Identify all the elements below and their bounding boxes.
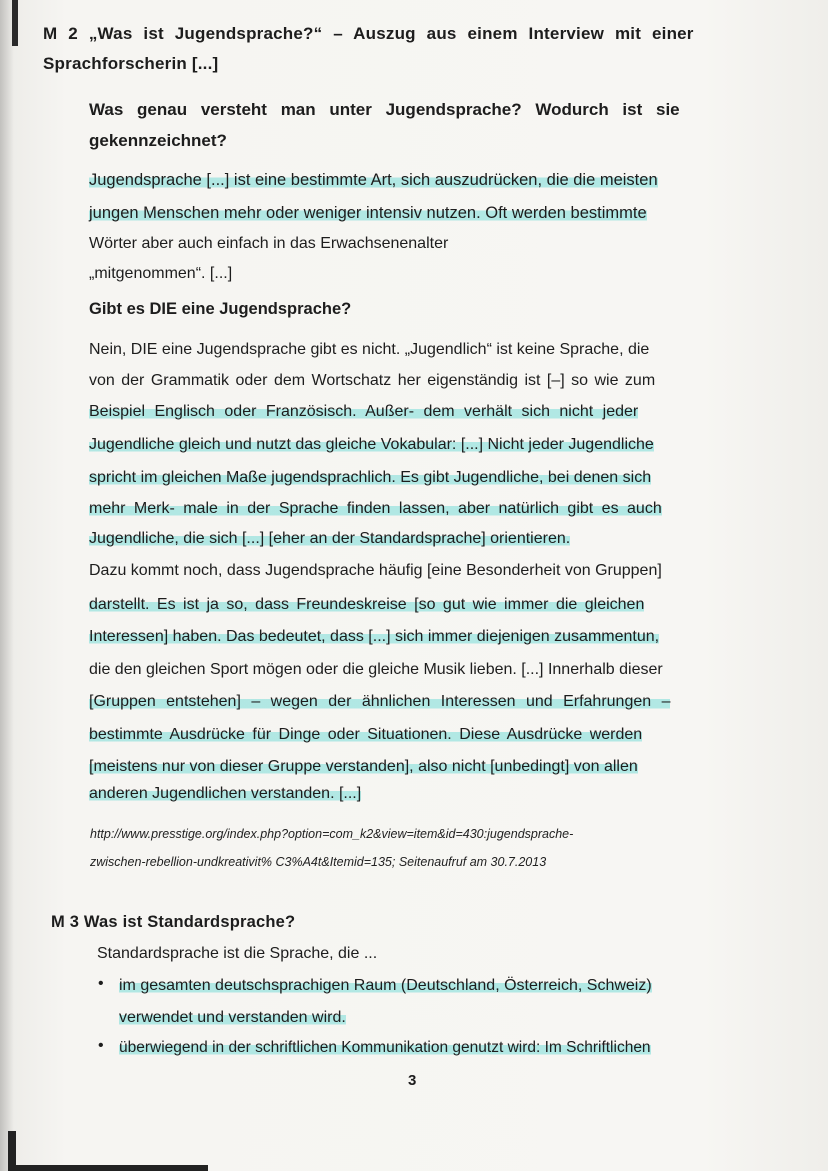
- answer-1-line: „mitgenommen“. [...]: [89, 265, 233, 282]
- question-1-line1: Was genau versteht man unter Jugendsprache? Wodurch ist sie: [89, 100, 680, 119]
- source-url-line2: zwischen-rebellion-undkreativit% C3%A4t&Itemid=135; Seitenaufruf am 30.7.2013: [90, 855, 547, 869]
- question-1-line2: gekennzeichnet?: [89, 131, 227, 150]
- m3-intro: Standardsprache ist die Sprache, die ...: [97, 945, 378, 962]
- bullet-marker: •: [98, 975, 104, 992]
- m2-heading-line2: Sprachforscherin [...]: [43, 54, 219, 73]
- answer-2-line: Beispiel Englisch oder Französisch. Außer- dem verhält sich nicht jeder: [89, 403, 639, 420]
- answer-1-line: Jugendsprache [...] ist eine bestimmte Art, sich auszudrücken, die die meisten: [89, 171, 658, 189]
- bullet-marker: •: [98, 1037, 104, 1054]
- answer-1-line: Wörter aber auch einfach in das Erwachsenenalter: [89, 235, 449, 252]
- answer-1-line: jungen Menschen mehr oder weniger intensiv nutzen. Oft werden bestimmte: [89, 204, 647, 222]
- page-number: 3: [408, 1072, 417, 1089]
- answer-2-line: spricht im gleichen Maße jugendsprachlich. Es gibt Jugendliche, bei denen sich: [89, 469, 652, 486]
- answer-2-line: Jugendliche, die sich [...] [eher an der Standardsprache] orientieren.: [89, 530, 571, 547]
- answer-2-line: von der Grammatik oder dem Wortschatz her eigenständig ist [–] so wie zum: [89, 372, 656, 389]
- answer-2-line: Nein, DIE eine Jugendsprache gibt es nicht. „Jugendlich“ ist keine Sprache, die: [89, 341, 650, 358]
- answer-2-line: [Gruppen entstehen] – wegen der ähnlichen Interessen und Erfahrungen –: [89, 693, 671, 710]
- m3-bullet-1-line1: im gesamten deutschsprachigen Raum (Deutschland, Österreich, Schweiz): [119, 977, 652, 994]
- source-url-line1: http://www.presstige.org/index.php?option=com_k2&view=item&id=430:jugendsprache-: [90, 827, 574, 841]
- answer-2-line: die den gleichen Sport mögen oder die gleiche Musik lieben. [...] Innerhalb dieser: [89, 661, 663, 678]
- answer-2-line: bestimmte Ausdrücke für Dinge oder Situationen. Diese Ausdrücke werden: [89, 726, 643, 743]
- answer-2-line: Interessen] haben. Das bedeutet, dass [...] sich immer diejenigen zusammentun,: [89, 628, 660, 645]
- page-corner-mark-horizontal: [8, 1165, 208, 1171]
- m3-bullet-1-line2: verwendet und verstanden wird.: [119, 1009, 346, 1026]
- m3-bullet-2-line1: überwiegend in der schriftlichen Kommunikation genutzt wird: Im Schriftlichen: [119, 1039, 651, 1056]
- question-2: Gibt es DIE eine Jugendsprache?: [89, 300, 352, 318]
- answer-2-line: [meistens nur von dieser Gruppe verstanden], also nicht [unbedingt] von allen: [89, 758, 638, 775]
- page-margin-mark: [12, 0, 18, 46]
- m3-heading: M 3 Was ist Standardsprache?: [51, 913, 296, 931]
- answer-2-line: darstellt. Es ist ja so, dass Freundeskreise [so gut wie immer die gleichen: [89, 596, 645, 613]
- answer-2-line: Jugendliche gleich und nutzt das gleiche Vokabular: [...] Nicht jeder Jugendliche: [89, 436, 654, 453]
- answer-2-line: anderen Jugendlichen verstanden. [...]: [89, 785, 362, 802]
- m2-heading-line1: M 2 „Was ist Jugendsprache?“ – Auszug aus einem Interview mit einer: [43, 24, 694, 43]
- answer-2-line: Dazu kommt noch, dass Jugendsprache häufig [eine Besonderheit von Gruppen]: [89, 562, 662, 579]
- page-edge-shadow: [0, 0, 14, 1171]
- answer-2-line: mehr Merk- male in der Sprache finden lassen, aber natürlich gibt es auch: [89, 500, 662, 517]
